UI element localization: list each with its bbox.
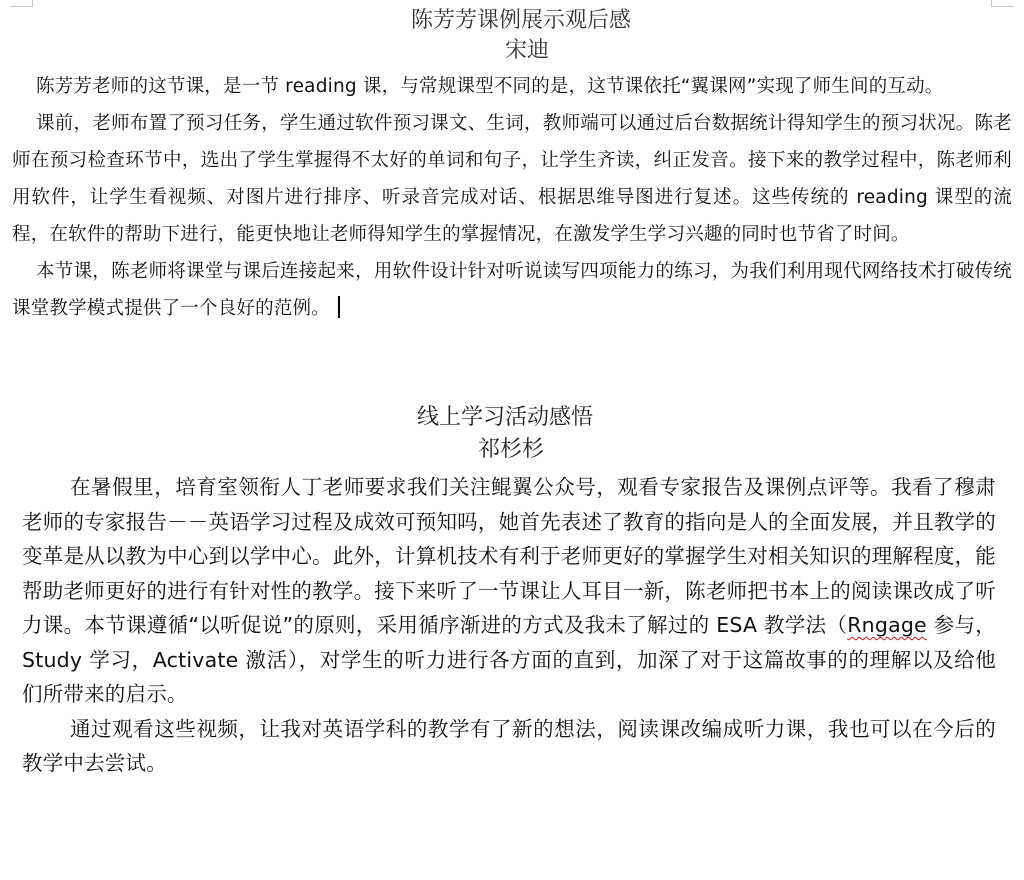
text-cursor bbox=[338, 296, 340, 318]
reflection-section-qi-shanshan bbox=[22, 402, 996, 781]
misspelled-word[interactable]: Rngage bbox=[847, 613, 927, 637]
paragraph-intro: 陈芳芳老师的这节课，是一节 reading 课，与常规课型不同的是，这节课依托“翼课网”实现了师生间的互动。 bbox=[36, 76, 944, 97]
paragraph-text: 在暑假里，培育室领衔人丁老师要求我们关注鲲翼公众号，观看专家报告及课例点评等。我看了穆肃老师的专家报告－－英语学习过程及成效可预知吗，她首先表述了教育的指向是人的全面发展，并且教学的变革是从以教为中心到以学中心。此外，计算机技术有利于老师更好的掌握学生对相关知识的理解程度，能帮助老师更好的进行有针对性的教学。接下来听了一节课让人耳目一新，陈老师把书本上的阅读课改成了听力课。本节课遵循“以听促说”的原则，采用循序渐进的方式及我未了解过的 ESA 教学法（ bbox=[22, 475, 996, 637]
reflection-section-song-di bbox=[12, 4, 1012, 327]
paragraph-process: 课前，老师布置了预习任务，学生通过软件预习课文、生词，教师端可以通过后台数据统计得知学生的预习状况。陈老师在预习检查环节中，选出了学生掌握得不太好的单词和句子，让学生齐读，纠正发音。接下来的教学过程中，陈老师利用软件，让学生看视频、对图片进行排序、听录音完成对话、根据思维导图进行复述。这些传统的 reading 课型的流程，在软件的帮助下进行，能更快地让老师得知学生的掌握情况，在激发学生学习兴趣的同时也节省了时间。 bbox=[12, 113, 1012, 245]
paragraph-text-rest: 参与，Study 学习，Activate 激活），对学生的听力进行各方面的直到，加深了对于这篇故事的的理解以及给他们所带来的启示。 bbox=[22, 613, 996, 706]
section-author: 宋迪 bbox=[504, 38, 549, 63]
paragraph-takeaway: 通过观看这些视频，让我对英语学科的教学有了新的想法，阅读课改编成听力课，我也可以在今后的教学中去尝试。 bbox=[22, 716, 996, 775]
section-title: 线上学习活动感悟 bbox=[416, 405, 593, 430]
paragraph-conclusion-text: 本节课，陈老师将课堂与课后连接起来，用软件设计针对听说读写四项能力的练习，为我们利用现代网络技术打破传统课堂教学模式提供了一个良好的范例。 bbox=[12, 261, 1012, 319]
section-author: 祁杉杉 bbox=[477, 437, 544, 462]
paragraph-conclusion bbox=[12, 253, 1012, 327]
paragraph-summer-study bbox=[22, 470, 996, 712]
section-title: 陈芳芳课例展示观后感 bbox=[410, 8, 631, 33]
